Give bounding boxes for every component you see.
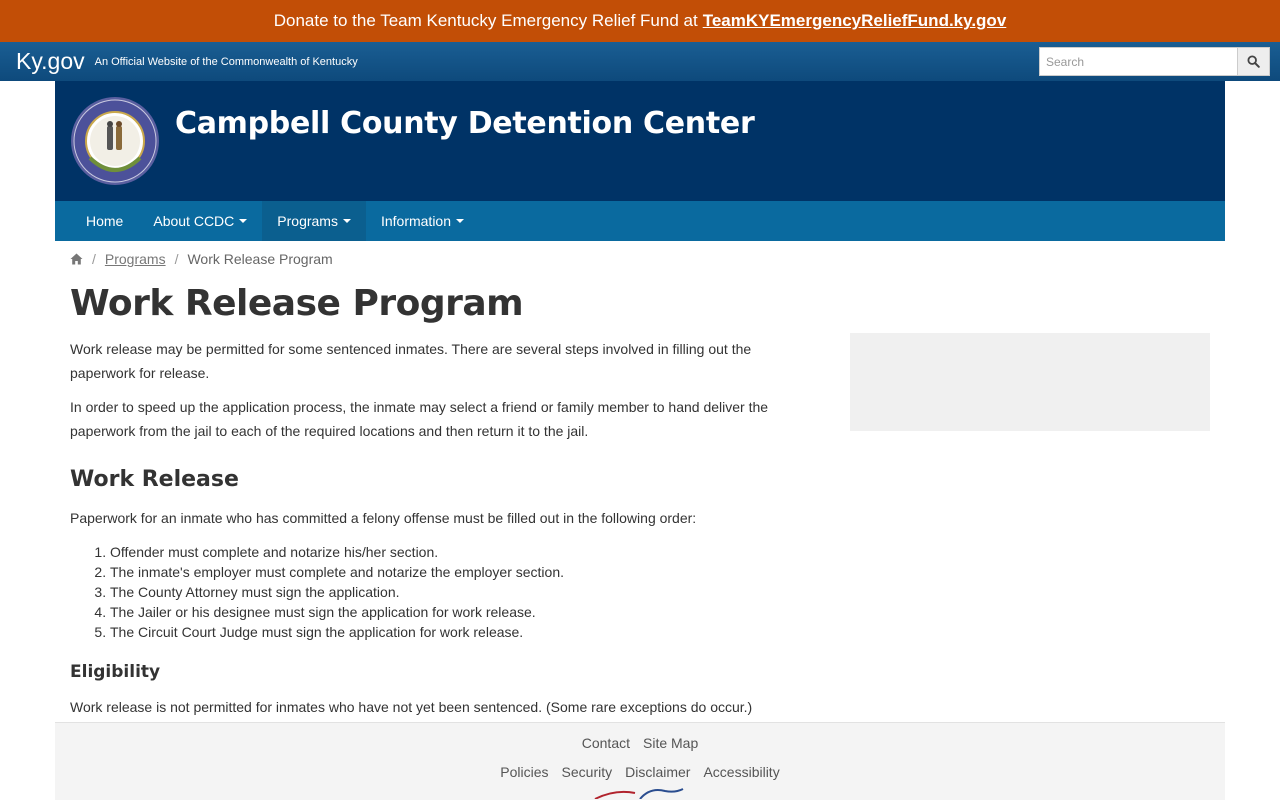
breadcrumb-current: Work Release Program: [187, 251, 333, 267]
page-title: Work Release Program: [70, 283, 524, 324]
section-text: Paperwork for an inmate who has committed a felony offense must be filled out in the following order:: [70, 510, 697, 526]
list-item: 3. The County Attorney must sign the application.: [110, 582, 820, 602]
intro-paragraph-2: In order to speed up the application process, the inmate may select a friend or family member to hand deliver the paperwork from the jail to each of the required locations and then return it to the jail.: [70, 399, 769, 439]
nav-information[interactable]: [366, 201, 479, 241]
search-input[interactable]: [1039, 47, 1237, 76]
kentucky-seal-icon[interactable]: [70, 96, 160, 186]
list-item: 1. Offender must complete and notarize his/her section.: [110, 542, 820, 562]
nav-programs-label: Programs: [277, 213, 338, 229]
body-column: [70, 338, 820, 719]
nav-programs[interactable]: [262, 201, 366, 241]
donate-banner: [0, 0, 1280, 42]
steps-list: [70, 542, 820, 642]
section-title-work-release: Work Release: [70, 467, 239, 492]
chevron-down-icon: [239, 219, 247, 223]
eligibility-text: Work release is not permitted for inmates who have not yet been sentenced. (Some rare exceptions do occur.): [70, 698, 753, 715]
intro-paragraph-1: Work release may be permitted for some sentenced inmates. There are several steps involved in filling out the paperwork for release.: [70, 341, 752, 381]
footer-link-security[interactable]: Security: [561, 764, 613, 780]
home-icon[interactable]: [70, 253, 83, 265]
search-form: [1039, 47, 1270, 76]
donate-link[interactable]: TeamKYEmergencyReliefFund.ky.gov: [702, 11, 1007, 30]
main-content: [70, 283, 1210, 719]
kentucky-logo-icon: [585, 787, 695, 799]
nav-home-label: Home: [86, 213, 124, 229]
sidebar-placeholder: [850, 333, 1210, 431]
chevron-down-icon: [456, 219, 464, 223]
site-footer: [55, 722, 1225, 800]
site-header: [55, 81, 1225, 201]
donate-text: Donate to the Team Kentucky Emergency Relief Fund at: [273, 11, 698, 30]
list-item: 2. The inmate's employer must complete and notarize the employer section.: [110, 562, 820, 582]
nav-home[interactable]: [71, 201, 138, 241]
nav-about[interactable]: [138, 201, 262, 241]
nav-about-label: About CCDC: [153, 213, 235, 229]
list-item: 5. The Circuit Court Judge must sign the application for work release.: [110, 622, 820, 642]
breadcrumb-programs[interactable]: Programs: [104, 251, 166, 267]
nav-information-label: Information: [380, 213, 452, 229]
footer-link-accessibility[interactable]: Accessibility: [703, 764, 780, 780]
main-nav: [55, 201, 1225, 241]
footer-links-primary: [55, 735, 1225, 751]
chevron-down-icon: [343, 219, 351, 223]
kygov-tagline: An Official Website of the Commonwealth of Kentucky: [94, 55, 358, 68]
breadcrumb: [70, 241, 1210, 277]
breadcrumb-separator: /: [174, 251, 179, 267]
footer-link-site-map[interactable]: Site Map: [643, 735, 699, 751]
search-button[interactable]: [1237, 47, 1270, 76]
search-icon: [1247, 55, 1260, 68]
footer-link-contact[interactable]: Contact: [581, 735, 630, 751]
footer-links-secondary: [55, 764, 1225, 780]
kygov-logo[interactable]: Ky.gov: [16, 48, 85, 74]
site-title[interactable]: Campbell County Detention Center: [175, 105, 755, 141]
breadcrumb-separator: /: [92, 251, 96, 267]
list-item: 4. The Jailer or his designee must sign the application for work release.: [110, 602, 820, 622]
section-title-eligibility: Eligibility: [70, 661, 161, 682]
kygov-bar: [0, 42, 1280, 81]
footer-link-policies[interactable]: Policies: [500, 764, 549, 780]
footer-link-disclaimer[interactable]: Disclaimer: [625, 764, 691, 780]
